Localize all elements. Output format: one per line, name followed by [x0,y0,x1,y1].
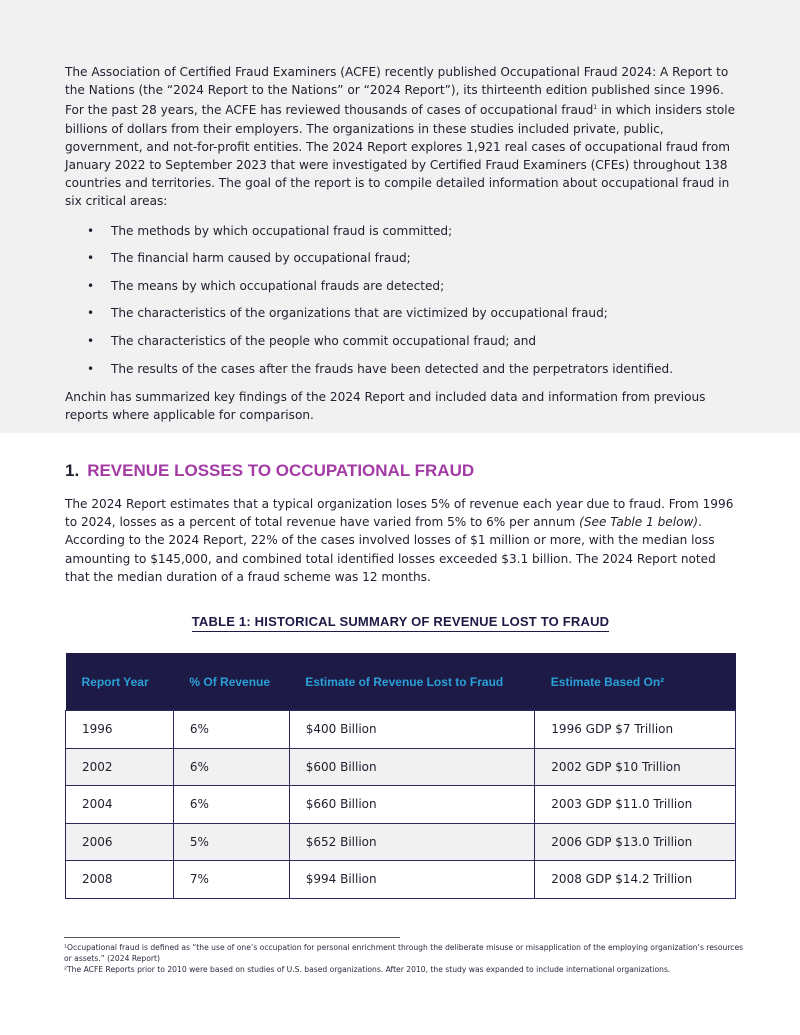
table-row [66,823,736,861]
table-cell: 2002 [66,748,174,786]
list-item: • The results of the cases after the frauds have been detected and the perpetrators identified. [87,361,674,376]
table-row [66,748,736,786]
table-cell: 6% [173,786,289,824]
footnote-2: ²The ACFE Reports prior to 2010 were based on studies of U.S. based organizations. After 2010, the study was expanded to include international organizations. [64,965,671,974]
critical-areas-list [65,223,736,389]
table-cell: $652 Billion [289,823,535,861]
table-cell: 2006 GDP $13.0 Trillion [535,823,736,861]
column-header: % Of Revenue [173,653,289,711]
revenue-loss-table [65,653,736,899]
intro-text-1: The Association of Certified Fraud Examiners (ACFE) recently published Occupational Fraud 2024: A Report to the Nations (the “2024 Report to the Nations” or “2024 Report”), its thirteenth edition published since 1996. [65,65,729,98]
section-heading [65,461,736,481]
table-cell: 2002 GDP $10 Trillion [535,748,736,786]
table-cell: $994 Billion [289,861,535,899]
list-item: • The methods by which occupational fraud is committed; [87,223,453,238]
list-item: • The characteristics of the organizations that are victimized by occupational fraud; [87,306,608,321]
table-title [65,611,736,630]
footnotes [64,937,744,975]
table-cell: 5% [173,823,289,861]
table-cell: 6% [173,748,289,786]
intro-text-2a: For the past 28 years, the ACFE has reviewed thousands of cases of occupational fraud [65,103,594,118]
list-item: • The financial harm caused by occupational fraud; [87,251,411,266]
table-cell: $600 Billion [289,748,535,786]
intro-closing: Anchin has summarized key findings of the 2024 Report and included data and information from previous reports where applicable for comparison. [65,390,706,423]
intro-text-2b: in which insiders stole billions of dollars from their employers. The organizations in these studies included private, public, government, and not-for-profit entities. The 2024 Report explores 1,921 real cases of occupational fraud from January 2022 to September 2023 that were investigated by Certified Fraud Examiners (CFEs) throughout 138 countries and territories. The goal of the report is to compile detailed information about occupational fraud in six critical areas: [65,103,736,209]
table-cell: $660 Billion [289,786,535,824]
section-paragraph [65,495,736,586]
intro-paragraph [65,63,736,211]
table-cell: 2008 [66,861,174,899]
column-header: Estimate of Revenue Lost to Fraud [289,653,535,711]
section-text-a: The 2024 Report estimates that a typical organization loses 5% of revenue each year due to fraud. From 1996 to 2024, losses as a percent of total revenue have varied from 5% to 6% per annum [65,497,734,530]
table-cell: 1996 GDP $7 Trillion [535,711,736,749]
table-header-row [66,653,736,711]
table-cell: 6% [173,711,289,749]
section-text-b: . According to the 2024 Report, 22% of the cases involved losses of $1 million or more, with the median loss amounting to $145,000, and combined total identified losses exceeded $3.1 billion. The 2024 Report noted that the median duration of a fraud scheme was 12 months. [65,515,716,584]
list-item: • The characteristics of the people who commit occupational fraud; and [87,334,537,349]
table-cell: 2008 GDP $14.2 Trillion [535,861,736,899]
table-row [66,786,736,824]
intro-section [0,0,800,433]
footnote-1: ¹Occupational fraud is defined as “the use of one’s occupation for personal enrichment through the deliberate misuse or misapplication of the employing organization’s resources or assets.” (2024 Report) [64,943,744,963]
table-reference: (See Table 1 below) [579,515,699,530]
table-row [66,861,736,899]
table-title-text: TABLE 1: HISTORICAL SUMMARY OF REVENUE LOST TO FRAUD [192,614,610,632]
footnote-divider [64,937,400,938]
table-cell: 2003 GDP $11.0 Trillion [535,786,736,824]
table-cell: 1996 [66,711,174,749]
table-cell: $400 Billion [289,711,535,749]
column-header: Estimate Based On² [535,653,736,711]
list-item: • The means by which occupational frauds are detected; [87,278,445,293]
table-cell: 2006 [66,823,174,861]
column-header: Report Year [66,653,174,711]
section-number: 1. [65,461,80,480]
footnote-ref-1: 1 [593,104,598,112]
section-title: REVENUE LOSSES TO OCCUPATIONAL FRAUD [87,461,475,480]
revenue-losses-section [0,433,800,899]
table-row [66,711,736,749]
table-cell: 2004 [66,786,174,824]
table-cell: 7% [173,861,289,899]
